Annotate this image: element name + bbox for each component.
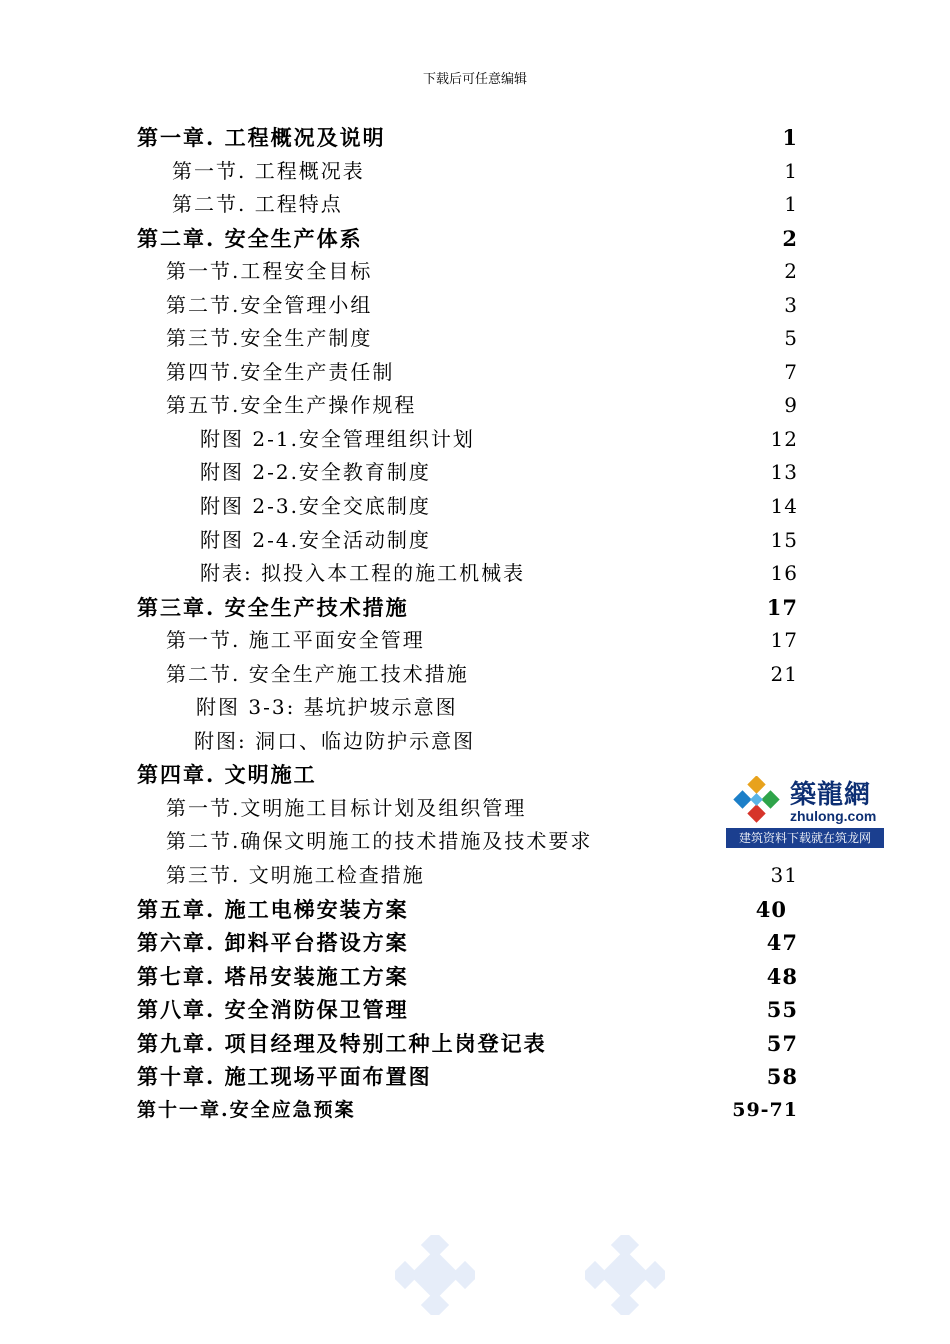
toc-page: 31	[770, 863, 798, 888]
toc-title: 附图 3-3: 基坑护坡示意图	[196, 695, 458, 720]
toc-title: 第一节.工程安全目标	[166, 259, 373, 284]
toc-appendix[interactable]	[0, 725, 950, 759]
toc-title: 附表: 拟投入本工程的施工机械表	[200, 561, 526, 586]
toc-page: 40	[755, 896, 787, 922]
snowflake-watermark-icon	[585, 1235, 665, 1315]
toc-title: 附图 2-4.安全活动制度	[200, 527, 431, 552]
toc-title: 附图: 洞口、临边防护示意图	[194, 728, 476, 753]
toc-section[interactable]	[0, 322, 950, 356]
toc-page: 2	[782, 225, 798, 251]
toc-title: 附图 2-1.安全管理组织计划	[200, 426, 475, 451]
page-header: 下载后可任意编辑	[422, 72, 527, 87]
toc-page: 58	[766, 1064, 798, 1090]
toc-page: 57	[766, 1030, 798, 1056]
toc-title: 第三节. 文明施工检查措施	[166, 863, 425, 888]
toc-title: 第三章. 安全生产技术措施	[137, 594, 409, 620]
toc-chapter-9[interactable]	[0, 1027, 950, 1061]
toc-title: 第十一章.安全应急预案	[137, 1098, 356, 1121]
toc-title: 附图 2-3.安全交底制度	[200, 494, 431, 519]
table-of-contents	[0, 121, 950, 1127]
toc-page: 1	[784, 192, 798, 217]
toc-title: 第七章. 塔吊安装施工方案	[137, 963, 409, 989]
toc-section[interactable]	[0, 188, 950, 222]
toc-chapter-1[interactable]	[0, 121, 950, 155]
toc-title: 附图 2-2.安全教育制度	[200, 460, 431, 485]
toc-page: 21	[770, 661, 798, 686]
toc-title: 第二章. 安全生产体系	[137, 225, 363, 251]
toc-appendix[interactable]	[0, 490, 950, 524]
toc-page: 2	[784, 259, 798, 284]
toc-title: 第四节.安全生产责任制	[166, 359, 395, 384]
toc-title: 第一章. 工程概况及说明	[137, 125, 386, 150]
toc-appendix[interactable]	[0, 524, 950, 558]
toc-appendix[interactable]	[0, 456, 950, 490]
toc-section[interactable]	[0, 624, 950, 658]
toc-section[interactable]	[0, 356, 950, 390]
toc-title: 第二节. 安全生产施工技术措施	[166, 661, 469, 686]
toc-section[interactable]	[0, 289, 950, 323]
toc-title: 第一节. 工程概况表	[172, 158, 365, 183]
toc-title: 第四章. 文明施工	[137, 762, 317, 788]
toc-page: 15	[770, 527, 798, 552]
logo-name: 築龍網	[790, 780, 872, 810]
toc-page: 59-71	[732, 1098, 798, 1121]
toc-chapter-5[interactable]	[0, 893, 950, 927]
zhulong-logo[interactable]	[726, 770, 884, 848]
toc-title: 第一节. 施工平面安全管理	[166, 628, 425, 653]
toc-chapter-11[interactable]	[0, 1094, 950, 1128]
toc-title: 第一节.文明施工目标计划及组织管理	[166, 795, 527, 820]
toc-page: 13	[770, 460, 798, 485]
toc-appendix[interactable]	[0, 557, 950, 591]
toc-section[interactable]	[0, 255, 950, 289]
toc-chapter-8[interactable]	[0, 993, 950, 1027]
toc-chapter-3[interactable]	[0, 591, 950, 625]
toc-section[interactable]	[0, 389, 950, 423]
toc-title: 第二节.确保文明施工的技术措施及技术要求	[166, 829, 593, 854]
toc-page: 1	[782, 125, 798, 150]
toc-chapter-10[interactable]	[0, 1060, 950, 1094]
toc-page: 48	[766, 963, 798, 989]
toc-title: 第五节.安全生产操作规程	[166, 393, 417, 418]
zhulong-logo-icon	[730, 776, 784, 826]
logo-domain: zhulong.com	[790, 808, 877, 824]
toc-title: 第三节.安全生产制度	[166, 326, 373, 351]
toc-page: 5	[784, 326, 798, 351]
toc-page: 17	[766, 594, 798, 620]
toc-page: 17	[770, 628, 798, 653]
toc-title: 第六章. 卸料平台搭设方案	[137, 930, 409, 956]
toc-appendix[interactable]	[0, 423, 950, 457]
snowflake-watermark-icon	[395, 1235, 475, 1315]
toc-title: 第二节. 工程特点	[172, 192, 343, 217]
toc-section[interactable]	[0, 859, 950, 893]
toc-page: 7	[784, 359, 798, 384]
toc-title: 第九章. 项目经理及特别工种上岗登记表	[137, 1030, 547, 1056]
toc-chapter-2[interactable]	[0, 222, 950, 256]
toc-chapter-6[interactable]	[0, 926, 950, 960]
toc-page: 1	[784, 158, 798, 183]
logo-slogan: 建筑资料下载就在筑龙网	[726, 828, 884, 848]
toc-appendix[interactable]	[0, 691, 950, 725]
toc-title: 第五章. 施工电梯安装方案	[137, 896, 409, 922]
toc-page: 14	[770, 494, 798, 519]
toc-title: 第八章. 安全消防保卫管理	[137, 997, 409, 1023]
toc-title: 第二节.安全管理小组	[166, 292, 373, 317]
toc-title: 第十章. 施工现场平面布置图	[137, 1064, 432, 1090]
toc-section[interactable]	[0, 155, 950, 189]
toc-chapter-7[interactable]	[0, 960, 950, 994]
toc-page: 12	[770, 426, 798, 451]
toc-page: 55	[766, 997, 798, 1023]
toc-page: 9	[784, 393, 798, 418]
toc-page: 47	[766, 930, 798, 956]
toc-page: 16	[770, 561, 798, 586]
toc-page: 3	[784, 292, 798, 317]
toc-section[interactable]	[0, 658, 950, 692]
